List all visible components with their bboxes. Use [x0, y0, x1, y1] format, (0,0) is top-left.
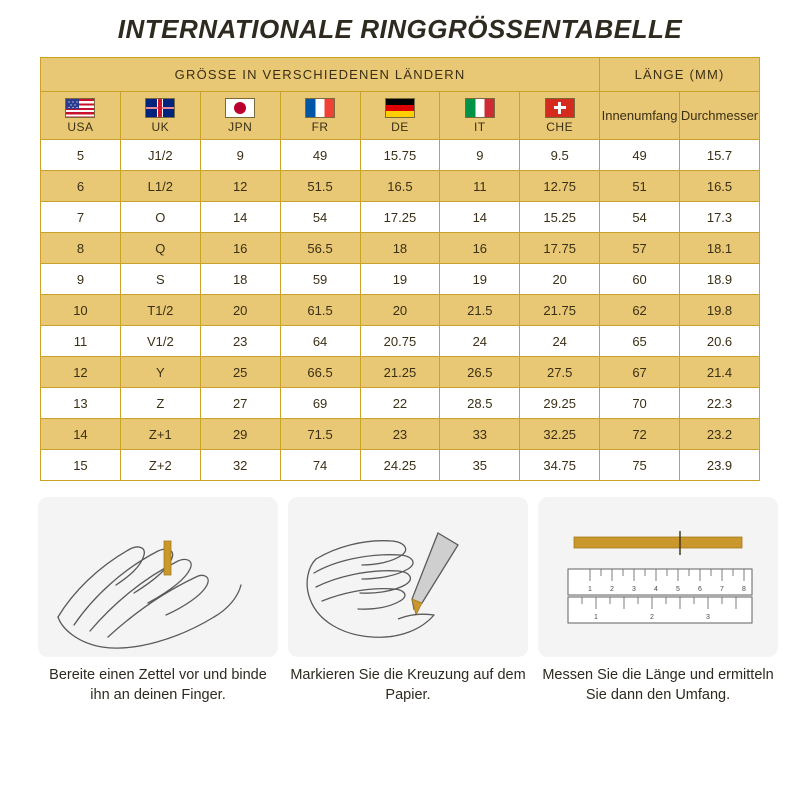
svg-text:1: 1: [594, 614, 598, 621]
cell-de: 18: [360, 233, 440, 264]
cell-uk: L1/2: [120, 171, 200, 202]
cell-che: 9.5: [520, 140, 600, 171]
instruction-caption-3: Messen Sie die Länge und ermitteln Sie dann den Umfang.: [542, 667, 774, 703]
cell-che: 21.75: [520, 295, 600, 326]
cell-de: 16.5: [360, 171, 440, 202]
cell-it: 33: [440, 419, 520, 450]
cell-fr: 69: [280, 388, 360, 419]
cell-che: 29.25: [520, 388, 600, 419]
cell-che: 17.75: [520, 233, 600, 264]
cell-de: 22: [360, 388, 440, 419]
svg-text:3: 3: [632, 586, 636, 593]
cell-durchmesser: 16.5: [680, 171, 760, 202]
svg-text:4: 4: [654, 586, 658, 593]
cell-innenumfang: 49: [600, 140, 680, 171]
table-body: [41, 140, 760, 481]
cell-durchmesser: 22.3: [680, 388, 760, 419]
cell-fr: 71.5: [280, 419, 360, 450]
cell-it: 24: [440, 326, 520, 357]
cell-uk: O: [120, 202, 200, 233]
cell-durchmesser: 18.9: [680, 264, 760, 295]
col-label-de: DE: [391, 119, 409, 134]
cell-it: 9: [440, 140, 520, 171]
flag-usa-icon: [65, 98, 95, 118]
cell-usa: 10: [41, 295, 121, 326]
country-header-row: [41, 92, 760, 140]
col-label-innenumfang: Innenumfang: [600, 92, 680, 140]
table-row: [41, 295, 760, 326]
cell-fr: 51.5: [280, 171, 360, 202]
cell-fr: 49: [280, 140, 360, 171]
table-row: [41, 388, 760, 419]
cell-jpn: 20: [200, 295, 280, 326]
cell-usa: 6: [41, 171, 121, 202]
cell-usa: 15: [41, 450, 121, 481]
cell-it: 26.5: [440, 357, 520, 388]
cell-fr: 61.5: [280, 295, 360, 326]
cell-innenumfang: 60: [600, 264, 680, 295]
col-header-it: [440, 92, 520, 140]
ruler-measuring-strip-icon: [538, 497, 778, 657]
cell-uk: Y: [120, 357, 200, 388]
svg-text:3: 3: [706, 614, 710, 621]
col-header-fr: [280, 92, 360, 140]
svg-text:1: 1: [588, 586, 592, 593]
flag-italy-icon: [465, 98, 495, 118]
cell-jpn: 27: [200, 388, 280, 419]
hand-with-paper-strip-icon: [38, 497, 278, 657]
instruction-step-1: [38, 497, 278, 705]
cell-de: 20.75: [360, 326, 440, 357]
ring-size-table: [40, 57, 760, 481]
flag-uk-icon: [145, 98, 175, 118]
col-label-fr: FR: [311, 119, 329, 134]
cell-innenumfang: 54: [600, 202, 680, 233]
cell-jpn: 23: [200, 326, 280, 357]
instruction-caption-2: Markieren Sie die Kreuzung auf dem Papier.: [290, 667, 526, 703]
hand-with-pen-marking-icon: [288, 497, 528, 657]
ring-size-table-wrap: [0, 57, 800, 481]
cell-fr: 56.5: [280, 233, 360, 264]
cell-durchmesser: 23.2: [680, 419, 760, 450]
cell-usa: 11: [41, 326, 121, 357]
cell-uk: Q: [120, 233, 200, 264]
cell-usa: 12: [41, 357, 121, 388]
cell-uk: V1/2: [120, 326, 200, 357]
cell-jpn: 29: [200, 419, 280, 450]
cell-durchmesser: 19.8: [680, 295, 760, 326]
cell-durchmesser: 15.7: [680, 140, 760, 171]
cell-uk: Z: [120, 388, 200, 419]
cell-jpn: 16: [200, 233, 280, 264]
flag-germany-icon: [385, 98, 415, 118]
col-header-de: [360, 92, 440, 140]
cell-it: 21.5: [440, 295, 520, 326]
svg-text:2: 2: [610, 586, 614, 593]
cell-uk: T1/2: [120, 295, 200, 326]
col-label-jpn: JPN: [228, 119, 253, 134]
cell-jpn: 12: [200, 171, 280, 202]
col-header-che: [520, 92, 600, 140]
col-label-usa: USA: [67, 119, 94, 134]
flag-japan-icon: [225, 98, 255, 118]
cell-it: 11: [440, 171, 520, 202]
cell-che: 24: [520, 326, 600, 357]
cell-de: 15.75: [360, 140, 440, 171]
cell-de: 21.25: [360, 357, 440, 388]
cell-jpn: 14: [200, 202, 280, 233]
cell-it: 14: [440, 202, 520, 233]
cell-de: 19: [360, 264, 440, 295]
cell-fr: 66.5: [280, 357, 360, 388]
cell-innenumfang: 75: [600, 450, 680, 481]
cell-usa: 8: [41, 233, 121, 264]
cell-innenumfang: 65: [600, 326, 680, 357]
cell-it: 19: [440, 264, 520, 295]
cell-innenumfang: 72: [600, 419, 680, 450]
cell-usa: 14: [41, 419, 121, 450]
table-row: [41, 419, 760, 450]
cell-innenumfang: 57: [600, 233, 680, 264]
cell-che: 32.25: [520, 419, 600, 450]
col-label-uk: UK: [151, 119, 170, 134]
table-row: [41, 326, 760, 357]
cell-durchmesser: 20.6: [680, 326, 760, 357]
cell-it: 28.5: [440, 388, 520, 419]
group-header-row: [41, 58, 760, 92]
cell-usa: 9: [41, 264, 121, 295]
cell-durchmesser: 18.1: [680, 233, 760, 264]
cell-de: 20: [360, 295, 440, 326]
table-row: [41, 202, 760, 233]
instruction-step-3: [538, 497, 778, 705]
cell-de: 24.25: [360, 450, 440, 481]
instruction-step-2: [288, 497, 528, 705]
cell-durchmesser: 23.9: [680, 450, 760, 481]
cell-de: 17.25: [360, 202, 440, 233]
cell-usa: 5: [41, 140, 121, 171]
header-countries: GRÖSSE IN VERSCHIEDENEN LÄNDERN: [41, 58, 600, 92]
table-row: [41, 171, 760, 202]
table-row: [41, 357, 760, 388]
cell-che: 34.75: [520, 450, 600, 481]
svg-text:5: 5: [676, 586, 680, 593]
svg-text:6: 6: [698, 586, 702, 593]
cell-it: 35: [440, 450, 520, 481]
instruction-caption-1: Bereite einen Zettel vor und binde ihn an deinen Finger.: [49, 667, 267, 703]
cell-fr: 59: [280, 264, 360, 295]
cell-fr: 64: [280, 326, 360, 357]
col-label-it: IT: [473, 119, 486, 134]
table-row: [41, 233, 760, 264]
cell-fr: 74: [280, 450, 360, 481]
cell-durchmesser: 21.4: [680, 357, 760, 388]
col-label-che: CHE: [546, 119, 574, 134]
cell-che: 27.5: [520, 357, 600, 388]
cell-de: 23: [360, 419, 440, 450]
cell-uk: Z+1: [120, 419, 200, 450]
svg-text:8: 8: [742, 586, 746, 593]
svg-text:2: 2: [650, 614, 654, 621]
cell-jpn: 25: [200, 357, 280, 388]
cell-innenumfang: 62: [600, 295, 680, 326]
cell-durchmesser: 17.3: [680, 202, 760, 233]
cell-jpn: 32: [200, 450, 280, 481]
table-head: [41, 58, 760, 140]
col-header-uk: [120, 92, 200, 140]
page-title: INTERNATIONALE RINGGRÖSSENTABELLE: [117, 14, 683, 44]
cell-uk: S: [120, 264, 200, 295]
header-length: LÄNGE (MM): [600, 58, 760, 92]
svg-text:7: 7: [720, 586, 724, 593]
col-label-durchmesser: Durchmesser: [680, 92, 760, 140]
table-row: [41, 450, 760, 481]
flag-switzerland-icon: [545, 98, 575, 118]
cell-che: 20: [520, 264, 600, 295]
cell-innenumfang: 70: [600, 388, 680, 419]
cell-jpn: 18: [200, 264, 280, 295]
cell-innenumfang: 51: [600, 171, 680, 202]
col-header-jpn: [200, 92, 280, 140]
col-header-usa: [41, 92, 121, 140]
cell-it: 16: [440, 233, 520, 264]
table-row: [41, 264, 760, 295]
cell-fr: 54: [280, 202, 360, 233]
cell-usa: 7: [41, 202, 121, 233]
table-row: [41, 140, 760, 171]
cell-jpn: 9: [200, 140, 280, 171]
cell-innenumfang: 67: [600, 357, 680, 388]
cell-usa: 13: [41, 388, 121, 419]
instructions-section: [0, 481, 800, 705]
cell-uk: J1/2: [120, 140, 200, 171]
flag-france-icon: [305, 98, 335, 118]
cell-uk: Z+2: [120, 450, 200, 481]
cell-che: 12.75: [520, 171, 600, 202]
cell-che: 15.25: [520, 202, 600, 233]
